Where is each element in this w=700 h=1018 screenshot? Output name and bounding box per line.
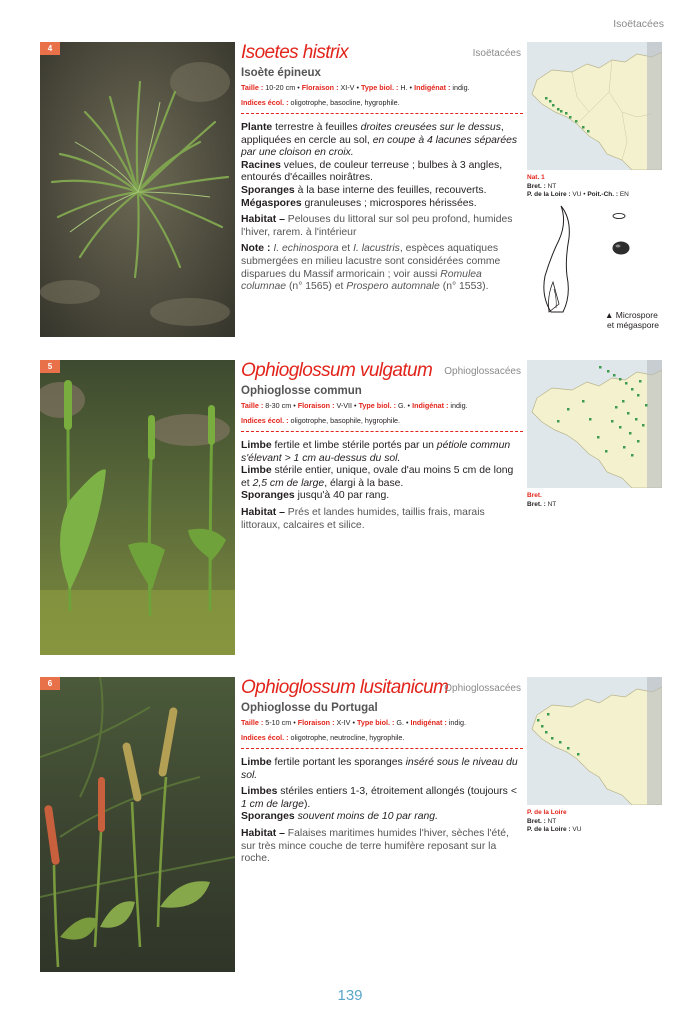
ecology-line: Indices écol. : oligotrophe, neutrocline, hygrophile. bbox=[241, 733, 405, 742]
divider bbox=[241, 431, 523, 432]
ecology-line: Indices écol. : oligotrophe, basocline, hygrophile. bbox=[241, 98, 400, 107]
distribution-map bbox=[527, 360, 662, 488]
status-block: P. de la Loire Bret. : NT P. de la Loire : VU bbox=[527, 809, 582, 833]
status-block: Nat. 1 Bret. : NT P. de la Loire : VU • Poit.-Ch. : EN bbox=[527, 174, 629, 198]
entry-number-badge: 5 bbox=[40, 360, 60, 373]
spore-illustration bbox=[527, 204, 665, 334]
sporophyll-drawing bbox=[527, 204, 657, 314]
ophioglossum-vulgatum-photo-illustration bbox=[40, 360, 235, 655]
side-column bbox=[527, 42, 665, 334]
divider bbox=[241, 113, 523, 114]
family-name: Ophioglossacées bbox=[444, 683, 521, 694]
description-column bbox=[241, 42, 523, 294]
species-name: Ophioglossum lusitanicum bbox=[241, 677, 449, 698]
photo-ophioglossum-lusitanicum bbox=[40, 677, 235, 972]
meta-line: Taille : 5-10 cm • Floraison : X-IV • Type biol. : G. • Indigénat : indig. bbox=[241, 718, 467, 727]
entry-number-badge: 6 bbox=[40, 677, 60, 690]
description-text: Limbe fertile portant les sporanges inséré sous le niveau du sol. Limbes stériles entiers 1-3, étroitement allongés (toujours < 1 cm de large). Sporanges souvent moins de 10 par rang. Habitat – Falaises maritimes humides l'hiver, sèches l'été, sur très mince couche de terre humifère reposant sur la roche. bbox=[241, 757, 518, 865]
description-text: Limbe fertile et limbe stérile portés par un pétiole commun s'élevant > 1 cm au-dessus du sol. Limbe stérile entier, unique, ovale d'au moins 5 cm de long et 2,5 cm de large, élargi à la base. Sporanges jusqu'à 40 par rang. Habitat – Prés et landes humides, taillis frais, marais littoraux, calcaires et silice. bbox=[241, 440, 514, 531]
species-name: Isoetes histrix bbox=[241, 42, 349, 63]
description-column bbox=[241, 677, 523, 866]
species-name: Ophioglossum vulgatum bbox=[241, 360, 433, 381]
ecology-line: Indices écol. : oligotrophe, basophile, hygrophile. bbox=[241, 416, 401, 425]
common-name: Isoète épineux bbox=[241, 67, 321, 79]
family-name: Ophioglossacées bbox=[444, 366, 521, 377]
side-column bbox=[527, 677, 665, 835]
ophioglossum-lusitanicum-photo-illustration bbox=[40, 677, 235, 972]
photo-isoetes-histrix bbox=[40, 42, 235, 337]
distribution-map bbox=[527, 677, 662, 805]
meta-line: Taille : 8-30 cm • Floraison : V-VII • Type biol. : G. • Indigénat : indig. bbox=[241, 401, 468, 410]
side-column bbox=[527, 360, 665, 509]
entry-isoetes-histrix bbox=[40, 42, 665, 342]
family-name: Isoëtacées bbox=[472, 48, 521, 59]
distribution-map bbox=[527, 42, 662, 170]
page-number: 139 bbox=[337, 987, 363, 1004]
description-text: Plante terrestre à feuilles droites creusées sur le dessus, appliquées en cercle au sol, en coupe à 4 lacunes séparées par une cloison en croix. Racines velues, de couleur terreuse ; bulbes à 3 angles, entourés d'écailles noirâtres. Sporanges à la base interne des feuilles, recouverts. Mégaspores granuleuses ; microspores hérissées. Habitat – Pelouses du littoral sur sol peu profond, humides l'hiver, rarem. à l'intérieur Note : I. echinospora et I. lacustris, espèces aquatiques submergées en milieu lacustre sont considérées comme disparues du Massif armoricain ; voir aussi Romulea columnae (n° 1565) et Prospero automnale (n° 1553). bbox=[241, 122, 518, 293]
entry-ophioglossum-vulgatum bbox=[40, 360, 665, 660]
running-header-family: Isoëtacées bbox=[613, 18, 664, 30]
common-name: Ophioglosse commun bbox=[241, 385, 362, 397]
entry-number-badge: 4 bbox=[40, 42, 60, 55]
description-column bbox=[241, 360, 523, 532]
status-block: Bret. Bret. : NT bbox=[527, 492, 557, 508]
meta-line: Taille : 10-20 cm • Floraison : XI-V • Type biol. : H. • Indigénat : indig. bbox=[241, 83, 470, 92]
divider bbox=[241, 748, 523, 749]
spore-label: ▲ Microspore et mégaspore bbox=[605, 309, 659, 330]
photo-ophioglossum-vulgatum bbox=[40, 360, 235, 655]
common-name: Ophioglosse du Portugal bbox=[241, 702, 378, 714]
entry-ophioglossum-lusitanicum bbox=[40, 677, 665, 977]
isoetes-photo-illustration bbox=[40, 42, 235, 337]
